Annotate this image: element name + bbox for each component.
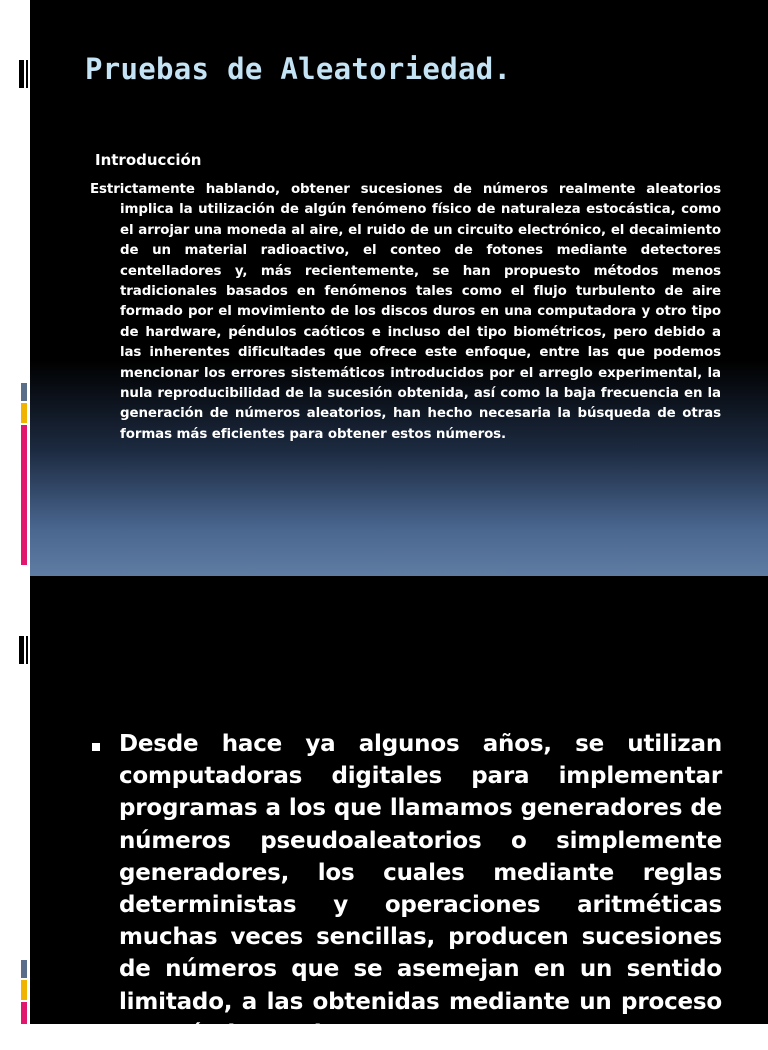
slide-title: Pruebas de Aleatoriedad. (85, 52, 512, 86)
slide-1 (30, 0, 768, 576)
slide1-top-mark-thin (26, 60, 28, 88)
slide2-top-mark-thin (26, 636, 28, 664)
square-bullet-icon (92, 743, 100, 751)
slide-2 (30, 576, 768, 1047)
body-paragraph: Estrictamente hablando, obtener sucesiones de números realmente aleatorios implica la utilización de algún fenómeno físico de naturaleza estocástica, como el arrojar una moneda al aire, el ruido de un circuito electrónico, el decaimiento de un material radioactivo, el conteo de fotones mediante detectores centelladores y, más recientemente, se han propuesto métodos menos tradicionales basados en fenómenos tales como el flujo turbulento de aire formado por el movimiento de los discos duros en una computadora y otro tipo de hardware, péndulos caóticos e incluso del tipo biométricos, pero debido a las inherentes dificultades que ofrece este enfoque, entre las que podemos mencionar los errores sistemáticos introducidos por el arreglo experimental, la nula reproducibilidad de la sucesión obtenida, así como la baja frecuencia en la generación de números aleatorios, han hecho necesaria la búsqueda de otras formas más eficientes para obtener estos números. (90, 182, 721, 442)
accent-bar-pink-2 (21, 1002, 27, 1024)
accent-bar-gray (21, 383, 27, 401)
subheading-introduccion: Introducción (95, 151, 202, 169)
left-margin (0, 0, 30, 1024)
slide2-top-mark (19, 636, 24, 664)
accent-bar-gold (21, 403, 27, 423)
accent-bar-gray-2 (21, 960, 27, 978)
bullet-item (90, 728, 722, 1050)
bullet-text: Desde hace ya algunos años, se utilizan computadoras digitales para implementar programas a los que llamamos generadores de números pseudoaleatorios o simplemente generadores, los cuales mediante reglas deterministas y operaciones aritméticas muchas veces sencillas, producen sucesiones de números que se asemejan en un sentido limitado, a las obtenidas mediante un proceso estocástico real. (119, 731, 722, 1047)
accent-bar-pink (21, 425, 27, 565)
slide1-top-mark (19, 60, 24, 88)
accent-bar-gold-2 (21, 980, 27, 1000)
